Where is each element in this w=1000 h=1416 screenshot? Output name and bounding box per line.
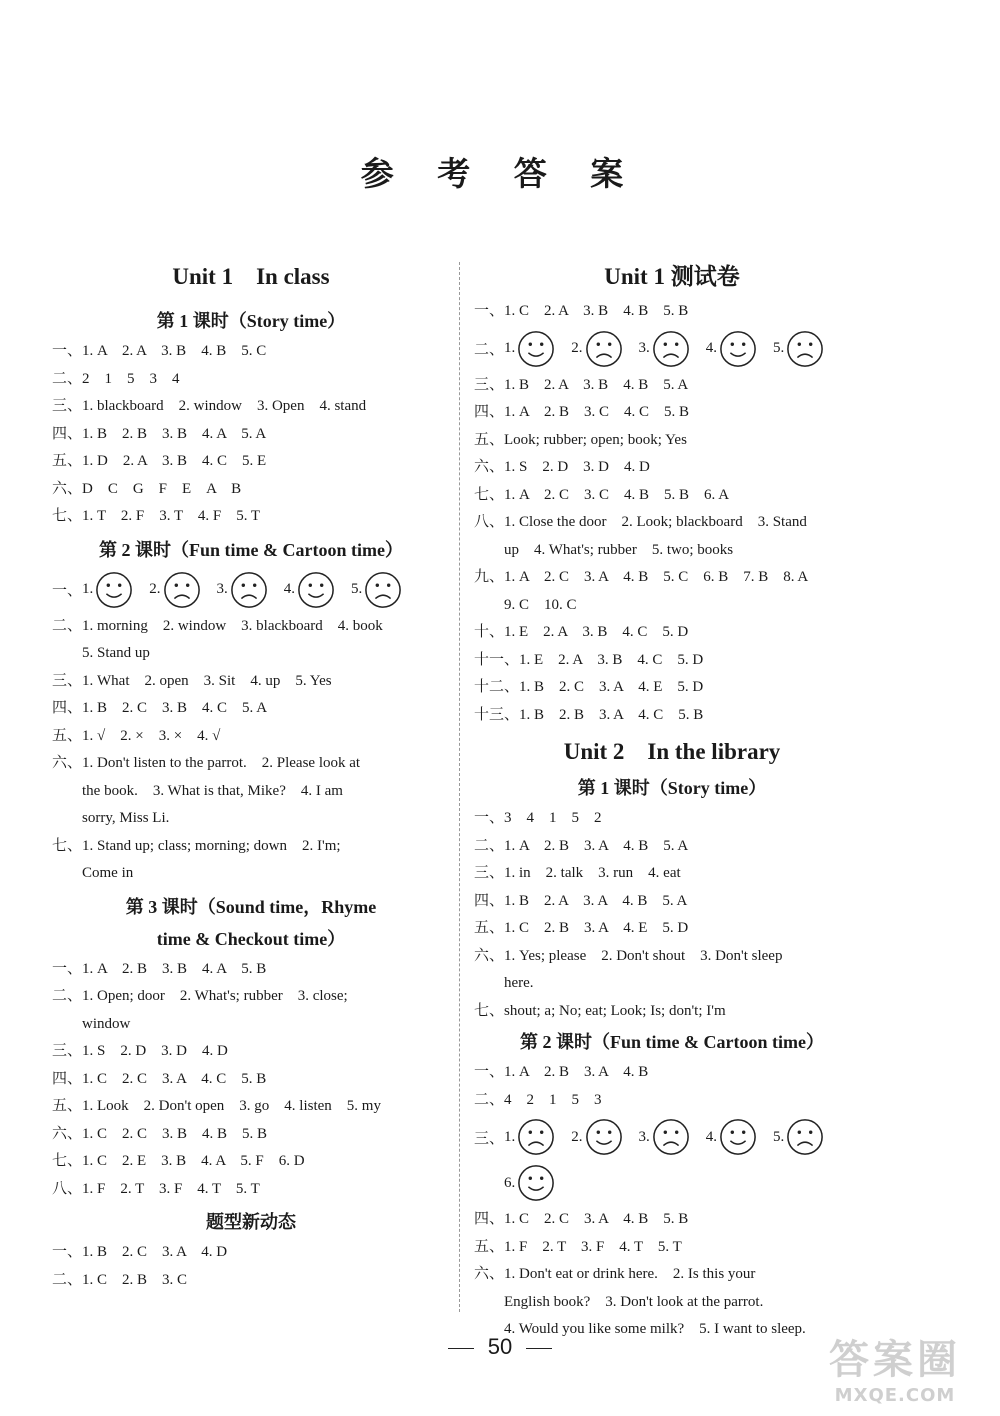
sad-face-icon xyxy=(163,571,201,609)
page-title: 参 考 答 案 xyxy=(360,154,640,193)
answer-line: 七、1. Stand up; class; morning; down 2. I'm; xyxy=(52,837,341,854)
lesson-3-heading-line-2: time & Checkout time） xyxy=(156,928,346,949)
answer-line: 七、1. A 2. C 3. C 4. B 5. B 6. A xyxy=(474,486,730,503)
answer-line: 二、1. morning 2. window 3. blackboard 4. book xyxy=(52,617,383,634)
page-number-dash xyxy=(448,1348,474,1349)
answer-line: 二、1. C 2. B 3. C xyxy=(52,1271,188,1288)
sad-face-icon xyxy=(652,1118,690,1156)
answer-line: 四、1. C 2. C 3. A 4. C 5. B xyxy=(52,1070,267,1087)
unit-1-test-title: Unit 1 测试卷 xyxy=(604,264,740,289)
watermark-url: MXQE.COM xyxy=(834,1385,956,1406)
left-column xyxy=(52,262,450,1294)
sad-face-icon xyxy=(230,571,268,609)
unit-2-title: Unit 2 In the library xyxy=(563,739,781,764)
lesson-2-heading: 第 2 课时（Fun time & Cartoon time） xyxy=(99,539,403,560)
watermark-logo: 答案圈 xyxy=(829,1337,961,1383)
page-number-dash xyxy=(526,1348,552,1349)
answer-line: sorry, Miss Li. xyxy=(82,810,170,826)
face-answer-number: 1. xyxy=(504,1128,516,1145)
face-answer xyxy=(571,1118,622,1156)
lesson-3-answers xyxy=(52,956,450,1204)
answer-line: 八、1. Close the door 2. Look; blackboard 3. Stand xyxy=(474,514,807,530)
face-answer-number: 5. xyxy=(773,340,785,356)
face-answer-number: 4. xyxy=(283,581,296,597)
answer-line: 一、1. B 2. C 3. A 4. D xyxy=(52,1244,228,1260)
face-answer xyxy=(284,571,335,609)
new-types-heading: 题型新动态 xyxy=(206,1212,296,1232)
face-answer-row xyxy=(52,567,450,613)
answer-line: 六、1. Yes; please 2. Don't shout 3. Don't sleep xyxy=(474,947,783,964)
answer-line: 六、1. Don't listen to the parrot. 2. Please look at xyxy=(52,755,361,771)
answer-line: 一、1. A 2. B 3. B 4. A 5. B xyxy=(52,960,267,977)
question-label: 二、 xyxy=(474,342,505,358)
right-column xyxy=(474,262,870,1344)
unit-2-lesson-2-answers-top xyxy=(474,1059,870,1114)
face-answer-number: 2. xyxy=(149,581,161,597)
happy-face-icon xyxy=(517,1164,555,1202)
face-answer xyxy=(504,330,555,368)
unit-2-lesson-1-answers xyxy=(474,805,870,1025)
face-answer-number: 1. xyxy=(504,340,516,356)
answer-line: 六、D C G F E A B xyxy=(52,480,242,497)
answer-line: 三、1. What 2. open 3. Sit 4. up 5. Yes xyxy=(52,672,332,689)
face-answer xyxy=(504,1164,555,1202)
face-answer-row xyxy=(474,326,870,372)
answer-line: 三、1. blackboard 2. window 3. Open 4. stand xyxy=(52,398,367,414)
answer-line: 五、1. √ 2. × 3. × 4. √ xyxy=(52,727,221,744)
answer-line: 十三、1. B 2. B 3. A 4. C 5. B xyxy=(474,706,704,723)
lesson-3-heading-line-1: 第 3 课时（Sound time，Rhyme xyxy=(125,896,377,917)
answer-line: window xyxy=(82,1015,131,1032)
answer-line: 五、1. C 2. B 3. A 4. E 5. D xyxy=(474,920,689,936)
answer-line: here. xyxy=(504,975,534,991)
face-answer xyxy=(82,571,133,609)
answer-line: 五、1. D 2. A 3. B 4. C 5. E xyxy=(52,453,267,469)
answer-line: 四、1. C 2. C 3. A 4. B 5. B xyxy=(474,1211,689,1227)
lesson-1-heading: 第 1 课时（Story time） xyxy=(156,311,346,331)
answer-line: 一、1. A 2. A 3. B 4. B 5. C xyxy=(52,343,267,359)
answer-line: 5. Stand up xyxy=(82,645,150,661)
answer-line: 一、3 4 1 5 2 xyxy=(474,810,602,826)
unit-1-title: Unit 1 In class xyxy=(172,264,330,289)
unit-2-lesson-1-heading: 第 1 课时（Story time） xyxy=(577,778,767,798)
sad-face-icon xyxy=(517,1118,555,1156)
answer-line: 五、1. F 2. T 3. F 4. T 5. T xyxy=(474,1238,682,1255)
face-answer-number: 2. xyxy=(571,340,583,356)
sad-face-icon xyxy=(364,571,402,609)
answer-line: English book? 3. Don't look at the parrot. xyxy=(504,1293,764,1310)
answer-line: 9. C 10. C xyxy=(504,596,577,613)
answer-line: 九、1. A 2. C 3. A 4. B 5. C 6. B 7. B 8. A xyxy=(474,569,809,585)
lesson-1-answers xyxy=(52,338,450,531)
question-label: 一、 xyxy=(52,583,83,599)
face-answer xyxy=(773,330,824,368)
unit-2-lesson-2-answers xyxy=(474,1206,870,1344)
happy-face-icon xyxy=(719,1118,757,1156)
face-answer-row xyxy=(474,1114,870,1160)
answer-line: 三、1. S 2. D 3. D 4. D xyxy=(52,1043,228,1059)
happy-face-icon xyxy=(297,571,335,609)
answer-line: 七、shout; a; No; eat; Look; Is; don't; I'm xyxy=(474,1002,726,1019)
face-answer xyxy=(706,1118,757,1156)
answer-line: 二、4 2 1 5 3 xyxy=(474,1091,602,1108)
page-number-value: 50 xyxy=(487,1334,513,1359)
face-answer xyxy=(571,330,622,368)
answer-line: 六、1. S 2. D 3. D 4. D xyxy=(474,459,650,475)
answer-line: up 4. What's; rubber 5. two; books xyxy=(504,541,734,558)
face-answer-number: 4. xyxy=(705,340,718,356)
sad-face-icon xyxy=(652,330,690,368)
face-answer xyxy=(639,330,690,368)
face-answer-number: 1. xyxy=(82,581,94,597)
answer-line: 四、1. B 2. A 3. A 4. B 5. A xyxy=(474,892,688,909)
face-answer-number: 4. xyxy=(705,1128,718,1145)
watermark xyxy=(810,1328,980,1406)
new-types-answers xyxy=(52,1239,450,1294)
face-answer-row-6 xyxy=(474,1160,870,1206)
happy-face-icon xyxy=(517,330,555,368)
sad-face-icon xyxy=(786,1118,824,1156)
face-answer xyxy=(773,1118,824,1156)
face-answer-number: 3. xyxy=(638,340,650,356)
answer-line: 一、1. C 2. A 3. B 4. B 5. B xyxy=(474,303,689,319)
answer-line: 二、2 1 5 3 4 xyxy=(52,370,180,387)
face-answer-number: 3. xyxy=(216,581,228,597)
face-answer xyxy=(217,571,268,609)
face-answer-number: 5. xyxy=(773,1128,785,1145)
lesson-2-answers xyxy=(52,613,450,888)
happy-face-icon xyxy=(95,571,133,609)
answer-line: 十二、1. B 2. C 3. A 4. E 5. D xyxy=(474,679,704,695)
face-answer-number: 5. xyxy=(351,581,363,597)
column-divider xyxy=(459,262,460,1312)
answer-line: 4. Would you like some milk? 5. I want to sleep. xyxy=(504,1321,806,1337)
answer-line: 三、1. B 2. A 3. B 4. B 5. A xyxy=(474,376,689,393)
answer-line: 四、1. B 2. C 3. B 4. C 5. A xyxy=(52,700,268,716)
question-label: 三、 xyxy=(474,1130,505,1147)
unit-2-lesson-2-heading: 第 2 课时（Fun time & Cartoon time） xyxy=(520,1032,824,1052)
answer-line: 四、1. A 2. B 3. C 4. C 5. B xyxy=(474,404,690,420)
answer-line: 六、1. C 2. C 3. B 4. B 5. B xyxy=(52,1125,268,1142)
answer-line: 十、1. E 2. A 3. B 4. C 5. D xyxy=(474,624,689,640)
answer-line: Come in xyxy=(82,865,134,881)
face-answer-number: 6. xyxy=(504,1174,516,1191)
answer-line: 七、1. C 2. E 3. B 4. A 5. F 6. D xyxy=(52,1153,305,1169)
face-answer xyxy=(504,1118,555,1156)
face-answer xyxy=(639,1118,690,1156)
answer-line: the book. 3. What is that, Mike? 4. I am xyxy=(82,782,343,799)
answer-line: 五、1. Look 2. Don't open 3. go 4. listen 5. my xyxy=(52,1098,381,1114)
face-answer xyxy=(706,330,757,368)
face-answer xyxy=(149,571,200,609)
answer-line: 三、1. in 2. talk 3. run 4. eat xyxy=(474,865,681,881)
face-answer-number: 2. xyxy=(571,1128,583,1145)
answer-line: 十一、1. E 2. A 3. B 4. C 5. D xyxy=(474,651,704,668)
answer-line: 六、1. Don't eat or drink here. 2. Is this your xyxy=(474,1266,756,1282)
answer-line: 八、1. F 2. T 3. F 4. T 5. T xyxy=(52,1180,260,1197)
happy-face-icon xyxy=(719,330,757,368)
answer-line: 五、Look; rubber; open; book; Yes xyxy=(474,431,687,448)
answer-line: 二、1. A 2. B 3. A 4. B 5. A xyxy=(474,837,689,854)
happy-face-icon xyxy=(585,1118,623,1156)
answer-line: 七、1. T 2. F 3. T 4. F 5. T xyxy=(52,508,261,524)
face-answer-number: 3. xyxy=(638,1128,650,1145)
sad-face-icon xyxy=(786,330,824,368)
face-answer xyxy=(351,571,402,609)
answer-line: 一、1. A 2. B 3. A 4. B xyxy=(474,1064,649,1080)
answer-line: 四、1. B 2. B 3. B 4. A 5. A xyxy=(52,425,267,442)
unit-1-test-answers xyxy=(474,372,870,730)
sad-face-icon xyxy=(585,330,623,368)
answer-line: 二、1. Open; door 2. What's; rubber 3. close; xyxy=(52,988,348,1004)
